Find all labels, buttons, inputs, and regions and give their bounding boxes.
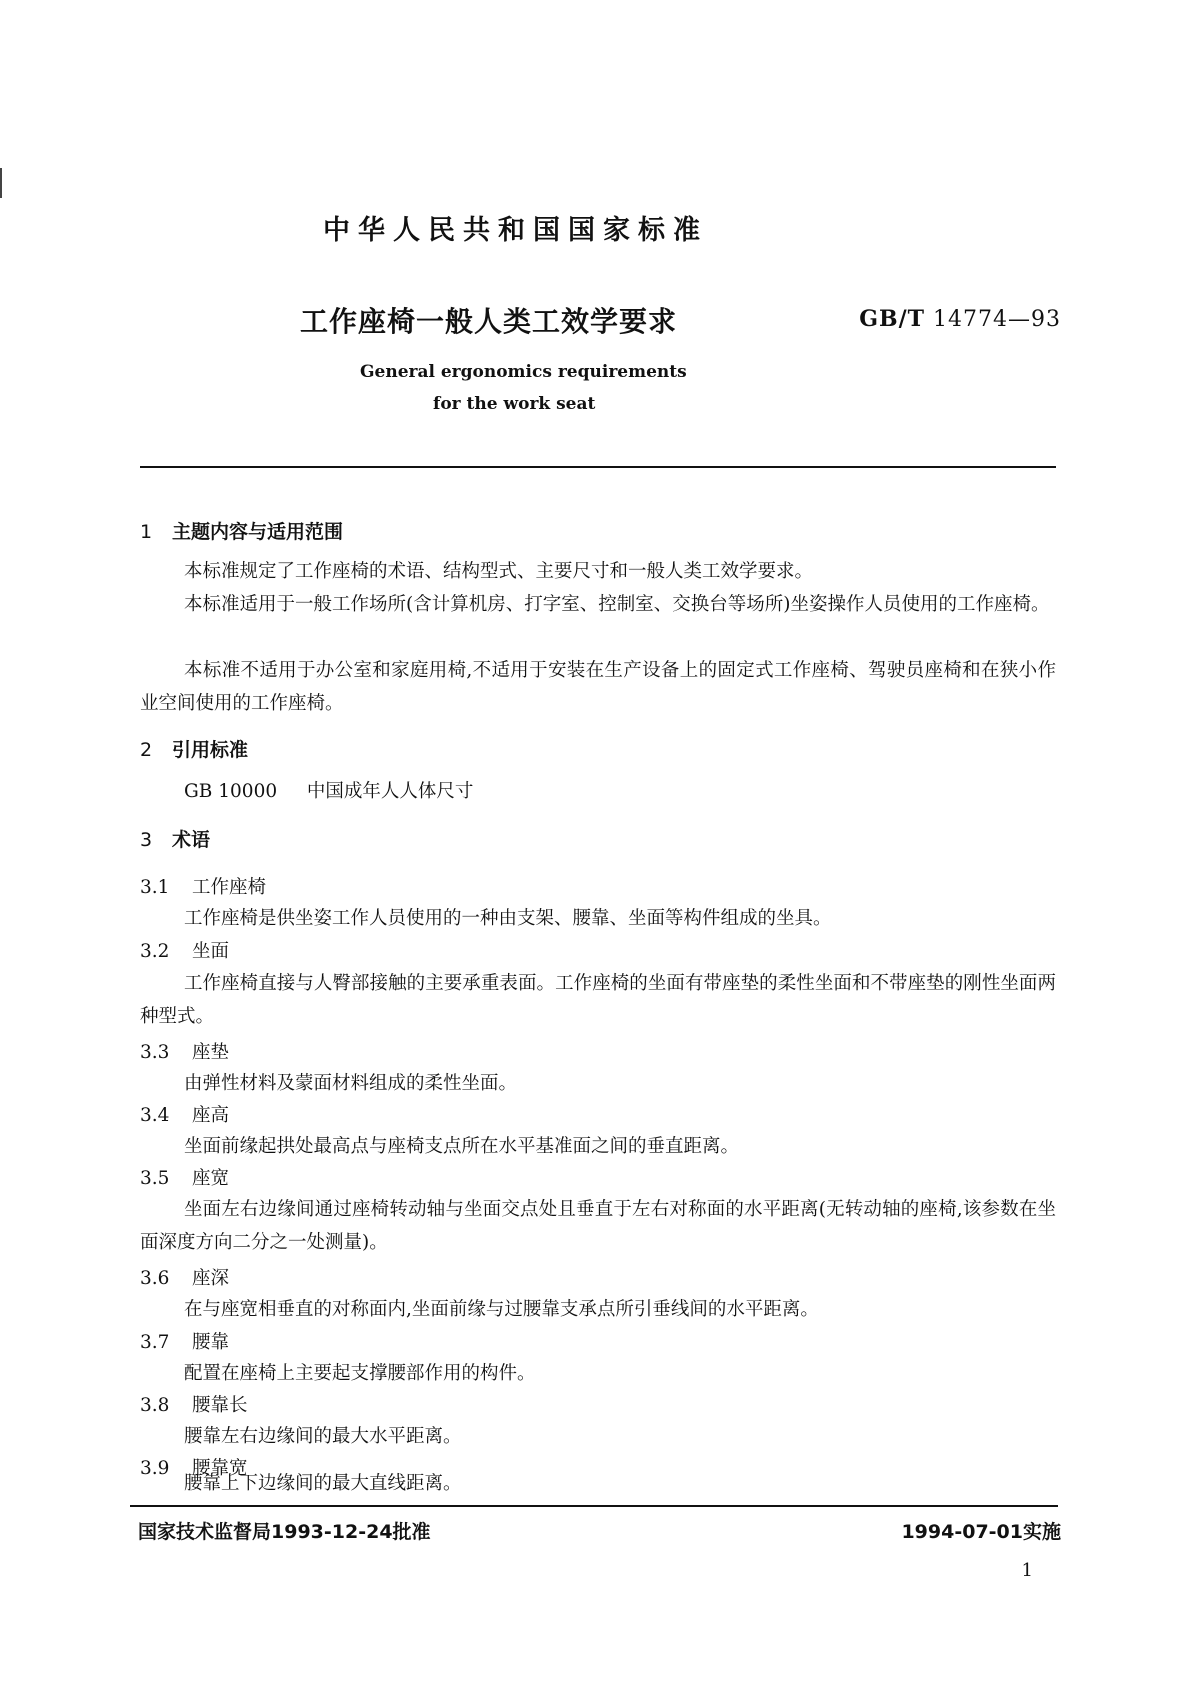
term-3-8: 3.8 腰靠长	[140, 1395, 248, 1416]
term-3-3-definition: 由弹性材料及蒙面材料组成的柔性坐面。	[184, 1073, 518, 1094]
term-3-2: 3.2 坐面	[140, 941, 230, 962]
national-standard-header: 中华人民共和国国家标准	[323, 215, 708, 246]
term-3-7-definition: 配置在座椅上主要起支撑腰部作用的构件。	[184, 1363, 536, 1384]
term-3-7: 3.7 腰靠	[140, 1332, 230, 1353]
document-title: 工作座椅一般人类工效学要求	[300, 305, 678, 338]
section-1-paragraph-3: 本标准不适用于办公室和家庭用椅,不适用于安装在生产设备上的固定式工作座椅、驾驶员座椅和在狭小作业空间使用的工作座椅。	[140, 660, 1056, 714]
approval-statement: 国家技术监督局1993-12-24批准	[138, 1521, 431, 1543]
section-3-heading: 3 术语	[140, 829, 211, 851]
reference-code: GB 10000	[184, 781, 278, 802]
standard-code-prefix: GB/T	[859, 306, 926, 332]
term-3-4: 3.4 座高	[140, 1105, 230, 1126]
footer-divider	[130, 1505, 1058, 1507]
term-3-4-definition: 坐面前缘起拱处最高点与座椅支点所在水平基准面之间的垂直距离。	[184, 1136, 740, 1157]
standard-code	[859, 306, 1061, 332]
term-3-1-definition: 工作座椅是供坐姿工作人员使用的一种由支架、腰靠、坐面等构件组成的坐具。	[184, 908, 832, 929]
term-3-6-definition: 在与座宽相垂直的对称面内,坐面前缘与过腰靠支承点所引垂线间的水平距离。	[184, 1299, 819, 1320]
term-3-2-definition: 工作座椅直接与人臀部接触的主要承重表面。工作座椅的坐面有带座垫的柔性坐面和不带座垫的刚性坐面两种型式。	[140, 973, 1056, 1027]
term-3-5-definition: 坐面左右边缘间通过座椅转动轴与坐面交点处且垂直于左右对称面的水平距离(无转动轴的座椅,该参数在坐面深度方向二分之一处测量)。	[140, 1199, 1056, 1253]
term-3-3: 3.3 座垫	[140, 1042, 230, 1063]
section-1-paragraph-1: 本标准规定了工作座椅的术语、结构型式、主要尺寸和一般人类工效学要求。	[184, 561, 814, 582]
section-1-paragraph-2: 本标准适用于一般工作场所(含计算机房、打字室、控制室、交换台等场所)坐姿操作人员使用的工作座椅。	[184, 594, 1050, 615]
section-1-heading: 1 主题内容与适用范围	[140, 521, 344, 543]
english-title-line-2: for the work seat	[433, 394, 596, 414]
term-3-9-definition: 腰靠上下边缘间的最大直线距离。	[184, 1473, 462, 1494]
normative-reference	[184, 775, 473, 808]
term-3-6: 3.6 座深	[140, 1268, 230, 1289]
section-2-heading: 2 引用标准	[140, 739, 249, 761]
term-3-9: 3.9 腰靠宽	[140, 1458, 248, 1479]
standard-code-number: 14774—93	[933, 307, 1061, 332]
header-divider	[140, 466, 1056, 468]
page-number: 1	[1021, 1560, 1033, 1581]
term-3-8-definition: 腰靠左右边缘间的最大水平距离。	[184, 1426, 462, 1447]
term-3-1: 3.1 工作座椅	[140, 877, 267, 898]
effective-date: 1994-07-01实施	[901, 1521, 1061, 1543]
term-3-5: 3.5 座宽	[140, 1168, 230, 1189]
reference-title: 中国成年人人体尺寸	[306, 781, 474, 802]
english-title-line-1: General ergonomics requirements	[360, 362, 687, 382]
scan-margin-mark	[0, 168, 2, 198]
